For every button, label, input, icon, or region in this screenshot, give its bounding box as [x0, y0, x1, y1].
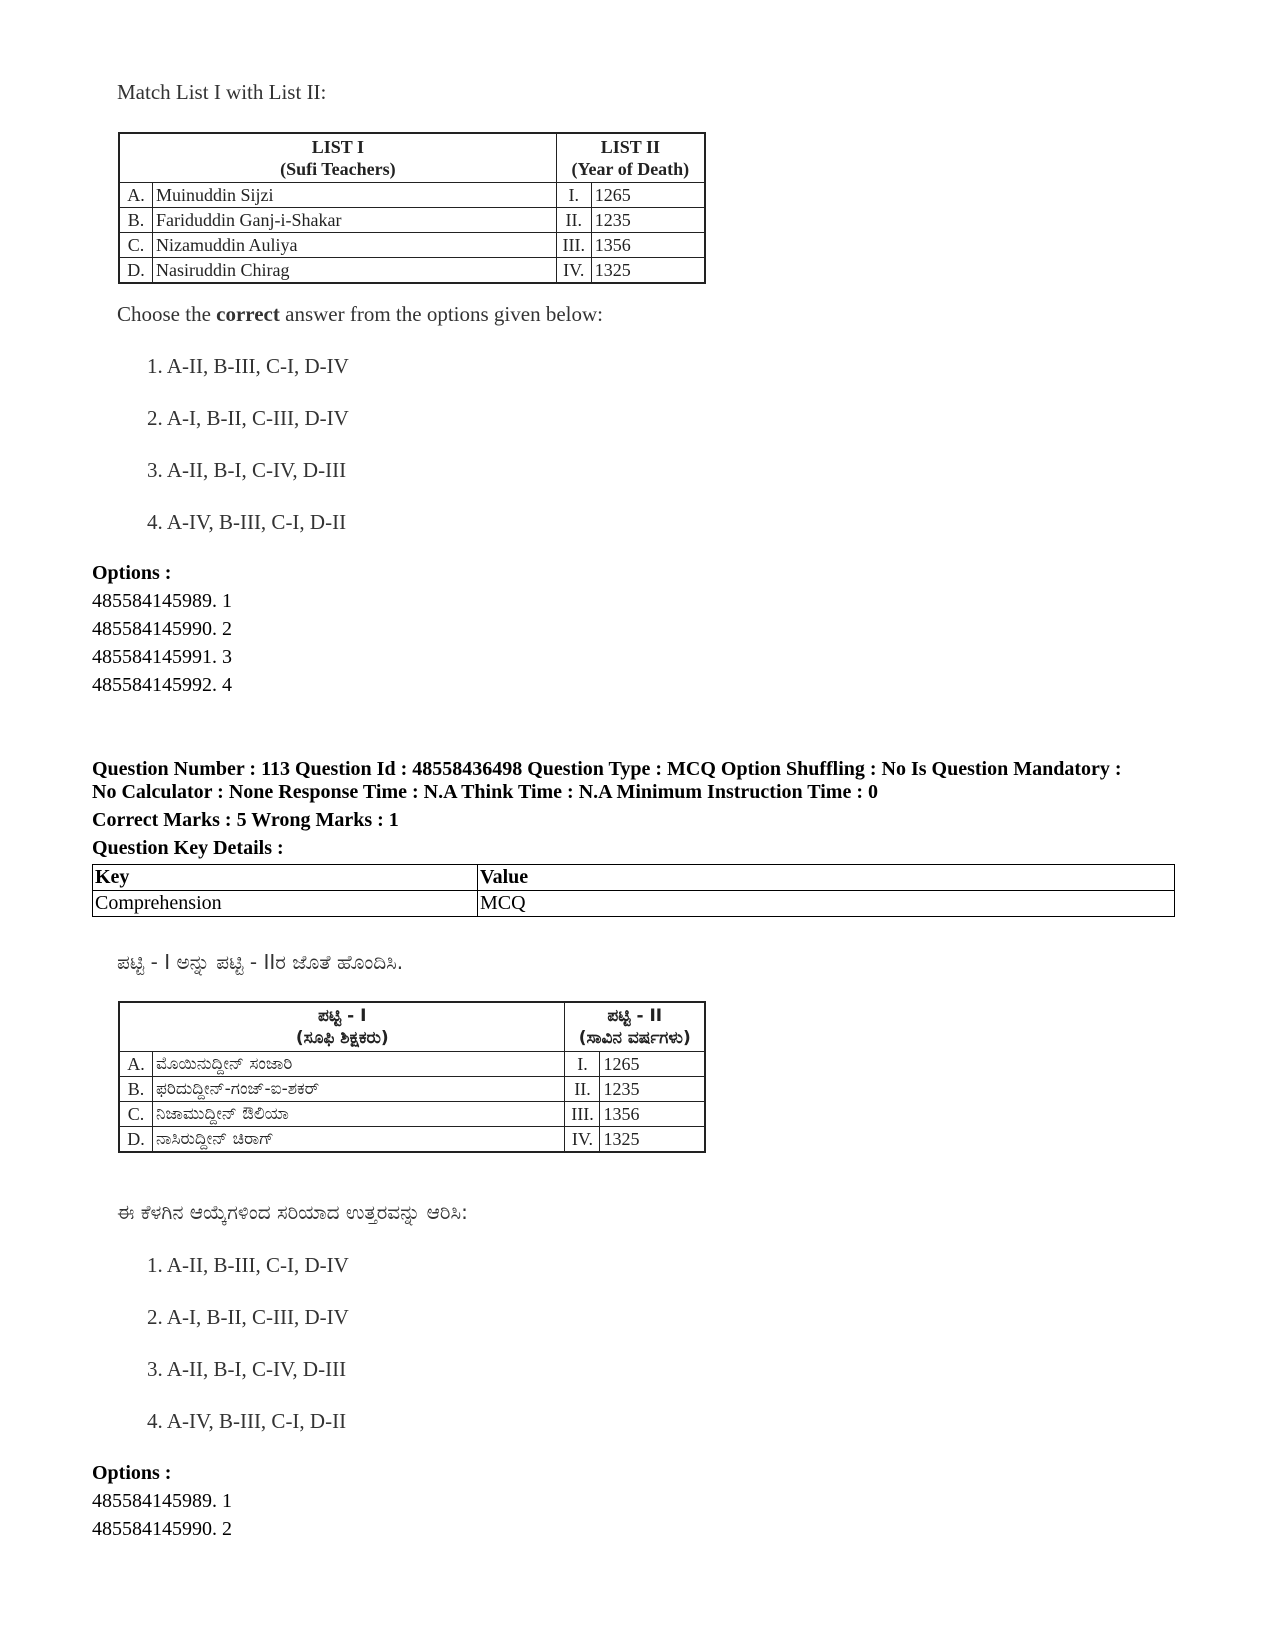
- q2-list1-header: ಪಟ್ಟಿ - I (ಸೂಫಿ ಶಿಕ್ಷಕರು): [119, 1002, 565, 1052]
- table-row: D. Nasiruddin Chirag IV. 1325: [119, 258, 705, 284]
- table-row: B. Fariduddin Ganj-i-Shakar II. 1235: [119, 208, 705, 233]
- q1-option-3: 485584145991. 3: [92, 646, 232, 668]
- q2-meta-line1: Question Number : 113 Question Id : 48558436498 Question Type : MCQ Option Shuffling : No Is Question Mandatory :: [92, 758, 1122, 780]
- q1-option-1: 485584145989. 1: [92, 590, 232, 612]
- q2-list2-header: ಪಟ್ಟಿ - II (ಸಾವಿನ ವರ್ಷಗಳು): [565, 1002, 705, 1052]
- key-header: Key: [93, 865, 478, 891]
- q1-choice-1: 1. A-II, B-III, C-I, D-IV: [147, 354, 349, 378]
- q2-key-details-label: Question Key Details :: [92, 837, 284, 859]
- q2-key-table: [92, 864, 1175, 917]
- q2-option-1: 485584145989. 1: [92, 1490, 232, 1512]
- q2-options-label: Options :: [92, 1462, 172, 1484]
- q1-match-header-row: [119, 133, 705, 183]
- q1-choice-3: 3. A-II, B-I, C-IV, D-III: [147, 458, 347, 482]
- q2-choice-4: 4. A-IV, B-III, C-I, D-II: [147, 1409, 347, 1433]
- table-row: B. ಫರಿದುದ್ದೀನ್-ಗಂಜ್-ಐ-ಶಕರ್ II. 1235: [119, 1077, 705, 1102]
- q2-marks: Correct Marks : 5 Wrong Marks : 1: [92, 809, 399, 831]
- q1-options-label: Options :: [92, 562, 172, 584]
- q2-match-header-row: [119, 1002, 705, 1052]
- table-row: D. ನಾಸಿರುದ್ದೀನ್ ಚಿರಾಗ್ IV. 1325: [119, 1127, 705, 1153]
- table-row: C. Nizamuddin Auliya III. 1356: [119, 233, 705, 258]
- q1-list2-header: LIST II (Year of Death): [556, 133, 705, 183]
- table-row: [93, 865, 1175, 891]
- q1-choice-4: 4. A-IV, B-III, C-I, D-II: [147, 510, 347, 534]
- q1-option-4: 485584145992. 4: [92, 674, 232, 696]
- q2-choose-text: ಈ ಕೆಳಗಿನ ಆಯ್ಕೆಗಳಿಂದ ಸರಿಯಾದ ಉತ್ತರವನ್ನು ಆರಿಸಿ:: [117, 1200, 468, 1224]
- value-header: Value: [478, 865, 1175, 891]
- q2-option-2: 485584145990. 2: [92, 1518, 232, 1540]
- q2-instruction: ಪಟ್ಟಿ - I ಅನ್ನು ಪಟ್ಟಿ - IIರ ಜೊತೆ ಹೊಂದಿಸಿ.: [117, 950, 404, 974]
- q2-choice-2: 2. A-I, B-II, C-III, D-IV: [147, 1305, 349, 1329]
- q2-choice-3: 3. A-II, B-I, C-IV, D-III: [147, 1357, 347, 1381]
- q1-option-2: 485584145990. 2: [92, 618, 232, 640]
- q1-instruction: Match List I with List II:: [117, 80, 327, 104]
- q1-choice-2: 2. A-I, B-II, C-III, D-IV: [147, 406, 349, 430]
- table-row: C. ನಿಜಾಮುದ್ದೀನ್ ಔಲಿಯಾ III. 1356: [119, 1102, 705, 1127]
- q2-match-table: [118, 1001, 706, 1153]
- q2-choice-1: 1. A-II, B-III, C-I, D-IV: [147, 1253, 349, 1277]
- q1-list1-header: LIST I (Sufi Teachers): [119, 133, 556, 183]
- q1-match-table: [118, 132, 706, 284]
- table-row: A. ಮೊಯಿನುದ್ದೀನ್ ಸಂಜಾರಿ I. 1265: [119, 1052, 705, 1077]
- table-row: Comprehension MCQ: [93, 891, 1175, 917]
- q2-meta-line2: No Calculator : None Response Time : N.A Think Time : N.A Minimum Instruction Time : 0: [92, 781, 878, 803]
- q1-choose-text: Choose the correct answer from the options given below:: [117, 302, 603, 326]
- table-row: A. Muinuddin Sijzi I. 1265: [119, 183, 705, 208]
